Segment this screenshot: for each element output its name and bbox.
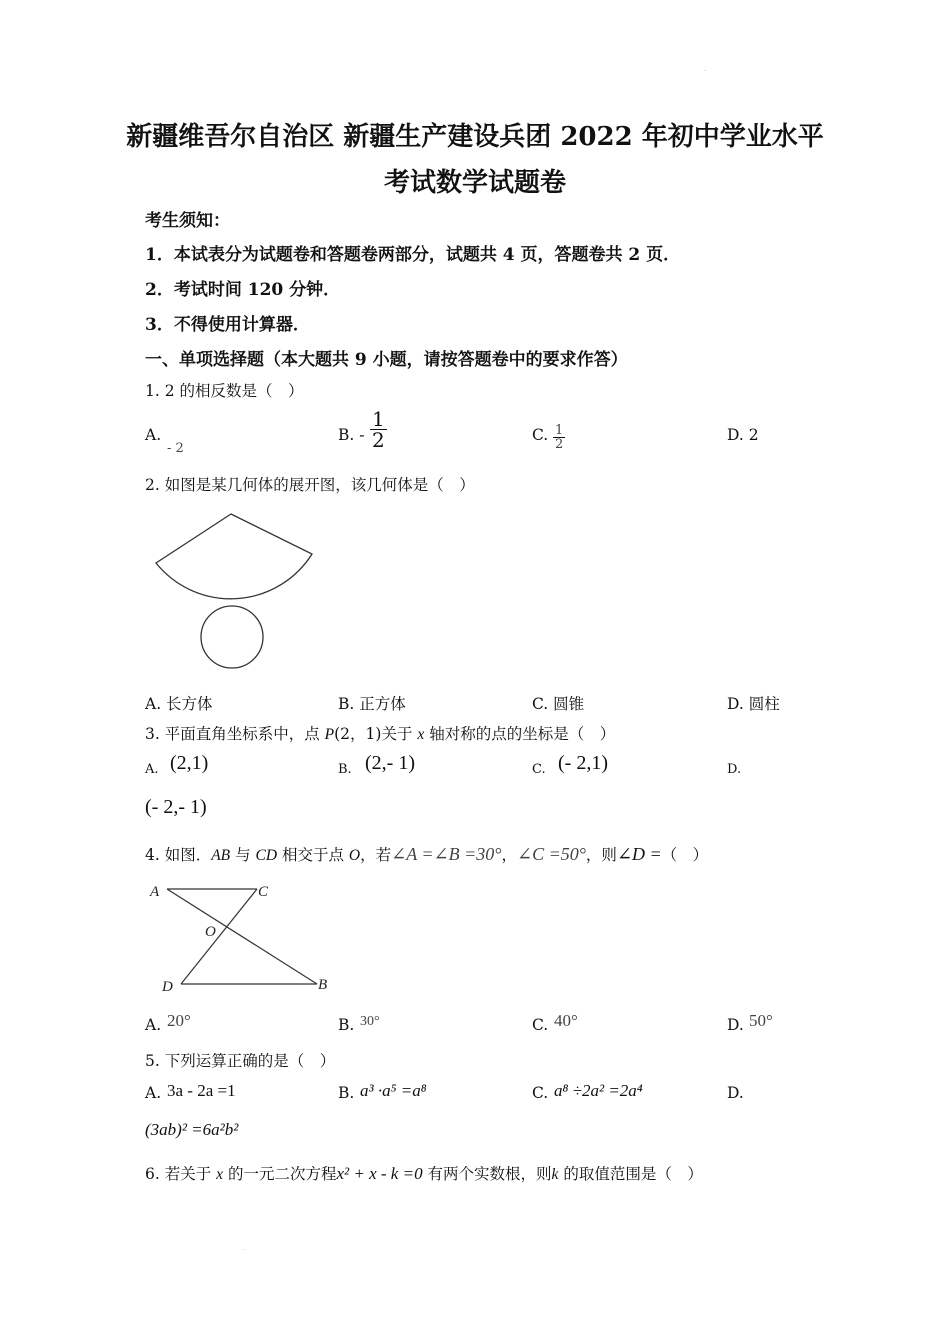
- notice-item: 3．不得使用计算器．: [145, 315, 310, 335]
- scan-artifact-dot: .: [704, 66, 706, 73]
- exam-title-line2: 考试数学试题卷: [383, 168, 566, 198]
- q1-option-b-fraction: [370, 409, 387, 450]
- q1-option-c-fraction: [553, 424, 565, 451]
- q4-stem-text: 相交于点: [277, 846, 349, 864]
- sector-shape: [156, 514, 312, 599]
- q4-option-a-label: A.: [145, 1016, 162, 1034]
- q4-segment-ab: AB: [211, 847, 231, 864]
- q3-stem-text: 轴对称的点的坐标是（ ）: [424, 725, 616, 743]
- q4-option-b-label: B.: [338, 1016, 355, 1034]
- q6-var-k: k: [551, 1166, 559, 1183]
- q1-b-denominator: 2: [372, 428, 385, 452]
- q1-option-b-sign: -: [359, 426, 365, 444]
- base-circle-shape: [201, 606, 263, 668]
- q2-option-c: C. 圆锥: [532, 695, 585, 713]
- q4-stem-text: ，则: [585, 846, 617, 864]
- q4-option-d-label: D.: [727, 1016, 744, 1034]
- q6-stem-text: 的取值范围是（ ）: [558, 1165, 703, 1183]
- q6-stem-text: 有两个实数根，则: [422, 1165, 552, 1183]
- q4-ask-angle-d: ∠D =: [616, 844, 662, 864]
- q1-b-numerator: 1: [372, 407, 385, 431]
- q3-stem-text: (2，1)关于: [334, 725, 418, 743]
- q4-condition-angle-c: ∠C =50°: [516, 844, 586, 864]
- q3-axis-x: x: [417, 726, 425, 743]
- q4-stem-text: （ ）: [661, 846, 709, 864]
- q3-option-c-label: C.: [532, 762, 546, 777]
- question-2-stem: 2. 如图是某几何体的展开图，该几何体是（ ）: [145, 476, 475, 494]
- q3-option-c-value: (- 2,1): [558, 752, 608, 774]
- q4-segment-cd: CD: [255, 847, 278, 864]
- q6-var-x: x: [216, 1166, 224, 1183]
- q4-stem-text: ，若: [360, 846, 392, 864]
- q1-option-d: D. 2: [727, 426, 759, 444]
- q4-condition-angles-ab: ∠A =∠B =30°: [391, 844, 502, 864]
- notice-heading: 考生须知：: [145, 211, 230, 231]
- q4-option-c-value: 40°: [554, 1011, 578, 1030]
- cone-net-figure: [140, 505, 330, 675]
- q4-option-b-value: 30°: [360, 1014, 380, 1029]
- q3-point-p: P: [324, 726, 335, 743]
- q3-stem-text: 3. 平面直角坐标系中，点: [145, 725, 325, 743]
- q4-stem-text: 与: [230, 846, 256, 864]
- q5-option-b-value: a³ ·a⁵ =a⁸: [360, 1081, 427, 1100]
- segment-cd: [181, 889, 257, 984]
- q5-option-c-value: a⁸ ÷2a² =2a⁴: [554, 1081, 643, 1100]
- q2-option-d: D. 圆柱: [727, 695, 780, 713]
- label-o: O: [205, 924, 216, 940]
- q2-option-b: B. 正方体: [338, 695, 406, 713]
- q4-option-d-value: 50°: [749, 1011, 773, 1030]
- q4-point-o: O: [348, 847, 361, 864]
- q1-c-denominator: 2: [555, 437, 564, 452]
- q5-option-d-value: (3ab)² =6a²b²: [145, 1120, 239, 1139]
- question-3-stem: [145, 722, 615, 744]
- q4-option-a-value: 20°: [167, 1011, 191, 1030]
- q5-option-b-label: B.: [338, 1084, 355, 1102]
- q4-option-c-label: C.: [532, 1016, 549, 1034]
- label-b: B: [318, 977, 328, 993]
- label-a: A: [150, 884, 160, 900]
- q4-stem-text: 4. 如图．: [145, 846, 212, 864]
- q1-option-a-label: A.: [145, 426, 162, 444]
- q6-stem-text: 的一元二次方程: [223, 1165, 337, 1183]
- q4-stem-text: ，: [501, 846, 517, 864]
- intersecting-lines-figure: [145, 878, 345, 998]
- q1-option-b: [338, 426, 365, 444]
- q3-option-b-value: (2,- 1): [365, 752, 415, 774]
- question-1-stem: 1. 2 的相反数是（ ）: [145, 382, 304, 400]
- q5-option-a-label: A.: [145, 1084, 162, 1102]
- q3-option-a-label: A.: [145, 762, 159, 777]
- q3-option-d-label: D.: [727, 762, 742, 777]
- q1-option-b-label: B.: [338, 426, 355, 444]
- label-c: C: [258, 884, 269, 900]
- q5-option-d-label: D.: [727, 1084, 744, 1102]
- section-heading: 一、单项选择题（本大题共 9 小题，请按答题卷中的要求作答）: [145, 350, 628, 370]
- segment-ab: [167, 889, 317, 984]
- exam-title-line1: 新疆维吾尔自治区 新疆生产建设兵团 2022 年初中学业水平: [126, 122, 824, 152]
- q6-stem-text: 6. 若关于: [145, 1165, 217, 1183]
- q3-option-d-value: (- 2,- 1): [145, 796, 207, 818]
- q1-c-numerator: 1: [555, 423, 564, 438]
- notice-item: 1．本试表分为试题卷和答题卷两部分，试题共 4 页，答题卷共 2 页．: [145, 245, 681, 265]
- q6-equation: x² + x - k =0: [336, 1164, 423, 1183]
- q2-option-a: A. 长方体: [145, 695, 213, 713]
- q3-option-b-label: B.: [338, 762, 352, 777]
- q5-option-c-label: C.: [532, 1084, 549, 1102]
- q5-option-a-value: 3a - 2a =1: [167, 1081, 236, 1100]
- question-5-stem: 5. 下列运算正确的是（ ）: [145, 1052, 336, 1070]
- notice-item: 2．考试时间 120 分钟．: [145, 280, 341, 300]
- q1-option-a-value: - 2: [167, 441, 184, 456]
- question-4-stem: [145, 843, 708, 865]
- question-6-stem: [145, 1162, 703, 1184]
- q3-option-a-value: (2,1): [170, 752, 209, 774]
- q1-option-c-label: C.: [532, 426, 549, 444]
- scan-artifact-dot: .: [243, 1245, 245, 1252]
- label-d: D: [162, 979, 173, 995]
